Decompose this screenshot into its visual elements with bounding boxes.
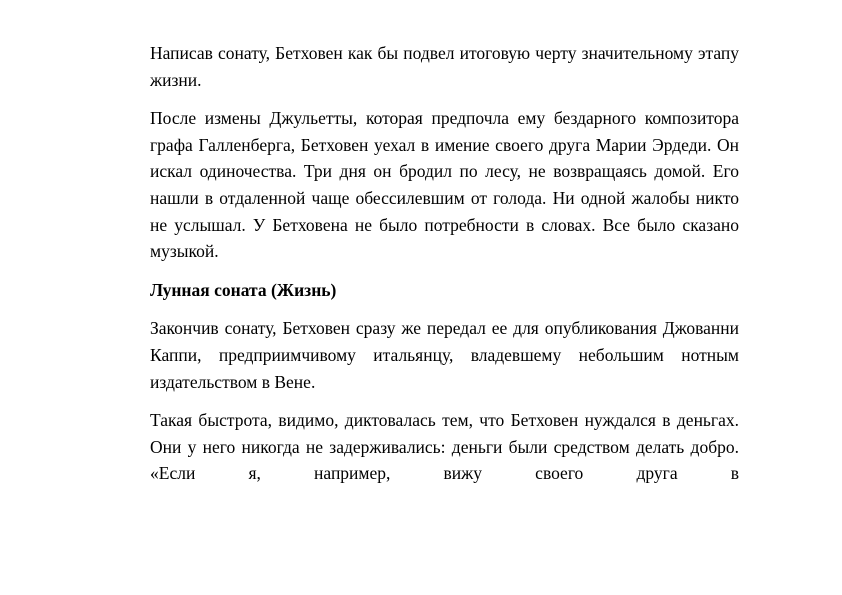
paragraph-publication: Закончив сонату, Бетховен сразу же передал ее для опубликования Джованни Каппи, предприимчивому итальянцу, владевшему небольшим нотным издательством в Вене. — [150, 318, 739, 392]
paragraph-after-betrayal: После измены Джульетты, которая предпочла ему бездарного композитора графа Галленберга, Бетховен уехал в имение своего друга Марии Эрдеди. Он искал одиночества. Три дня он бродил по лесу, не возвращаясь домой. Его нашли в отдаленной чаще обессилевшим от голода. Ни одной жалобы никто не услышал. У Бетховена не было потребности в словах. Все было сказано музыкой. — [150, 108, 739, 262]
section-heading: Лунная соната (Жизнь) — [150, 279, 337, 300]
document-page — [150, 40, 739, 499]
paragraph-sonata-summary: Написав сонату, Бетховен как бы подвел итоговую черту значительному этапу жизни. — [150, 43, 739, 90]
paragraph-money: Такая быстрота, видимо, диктовалась тем, что Бетховен нуждался в деньгах. Они у него никогда не задерживались: деньги были средством делать добро. «Если я, например, вижу своего друга в — [150, 410, 739, 484]
